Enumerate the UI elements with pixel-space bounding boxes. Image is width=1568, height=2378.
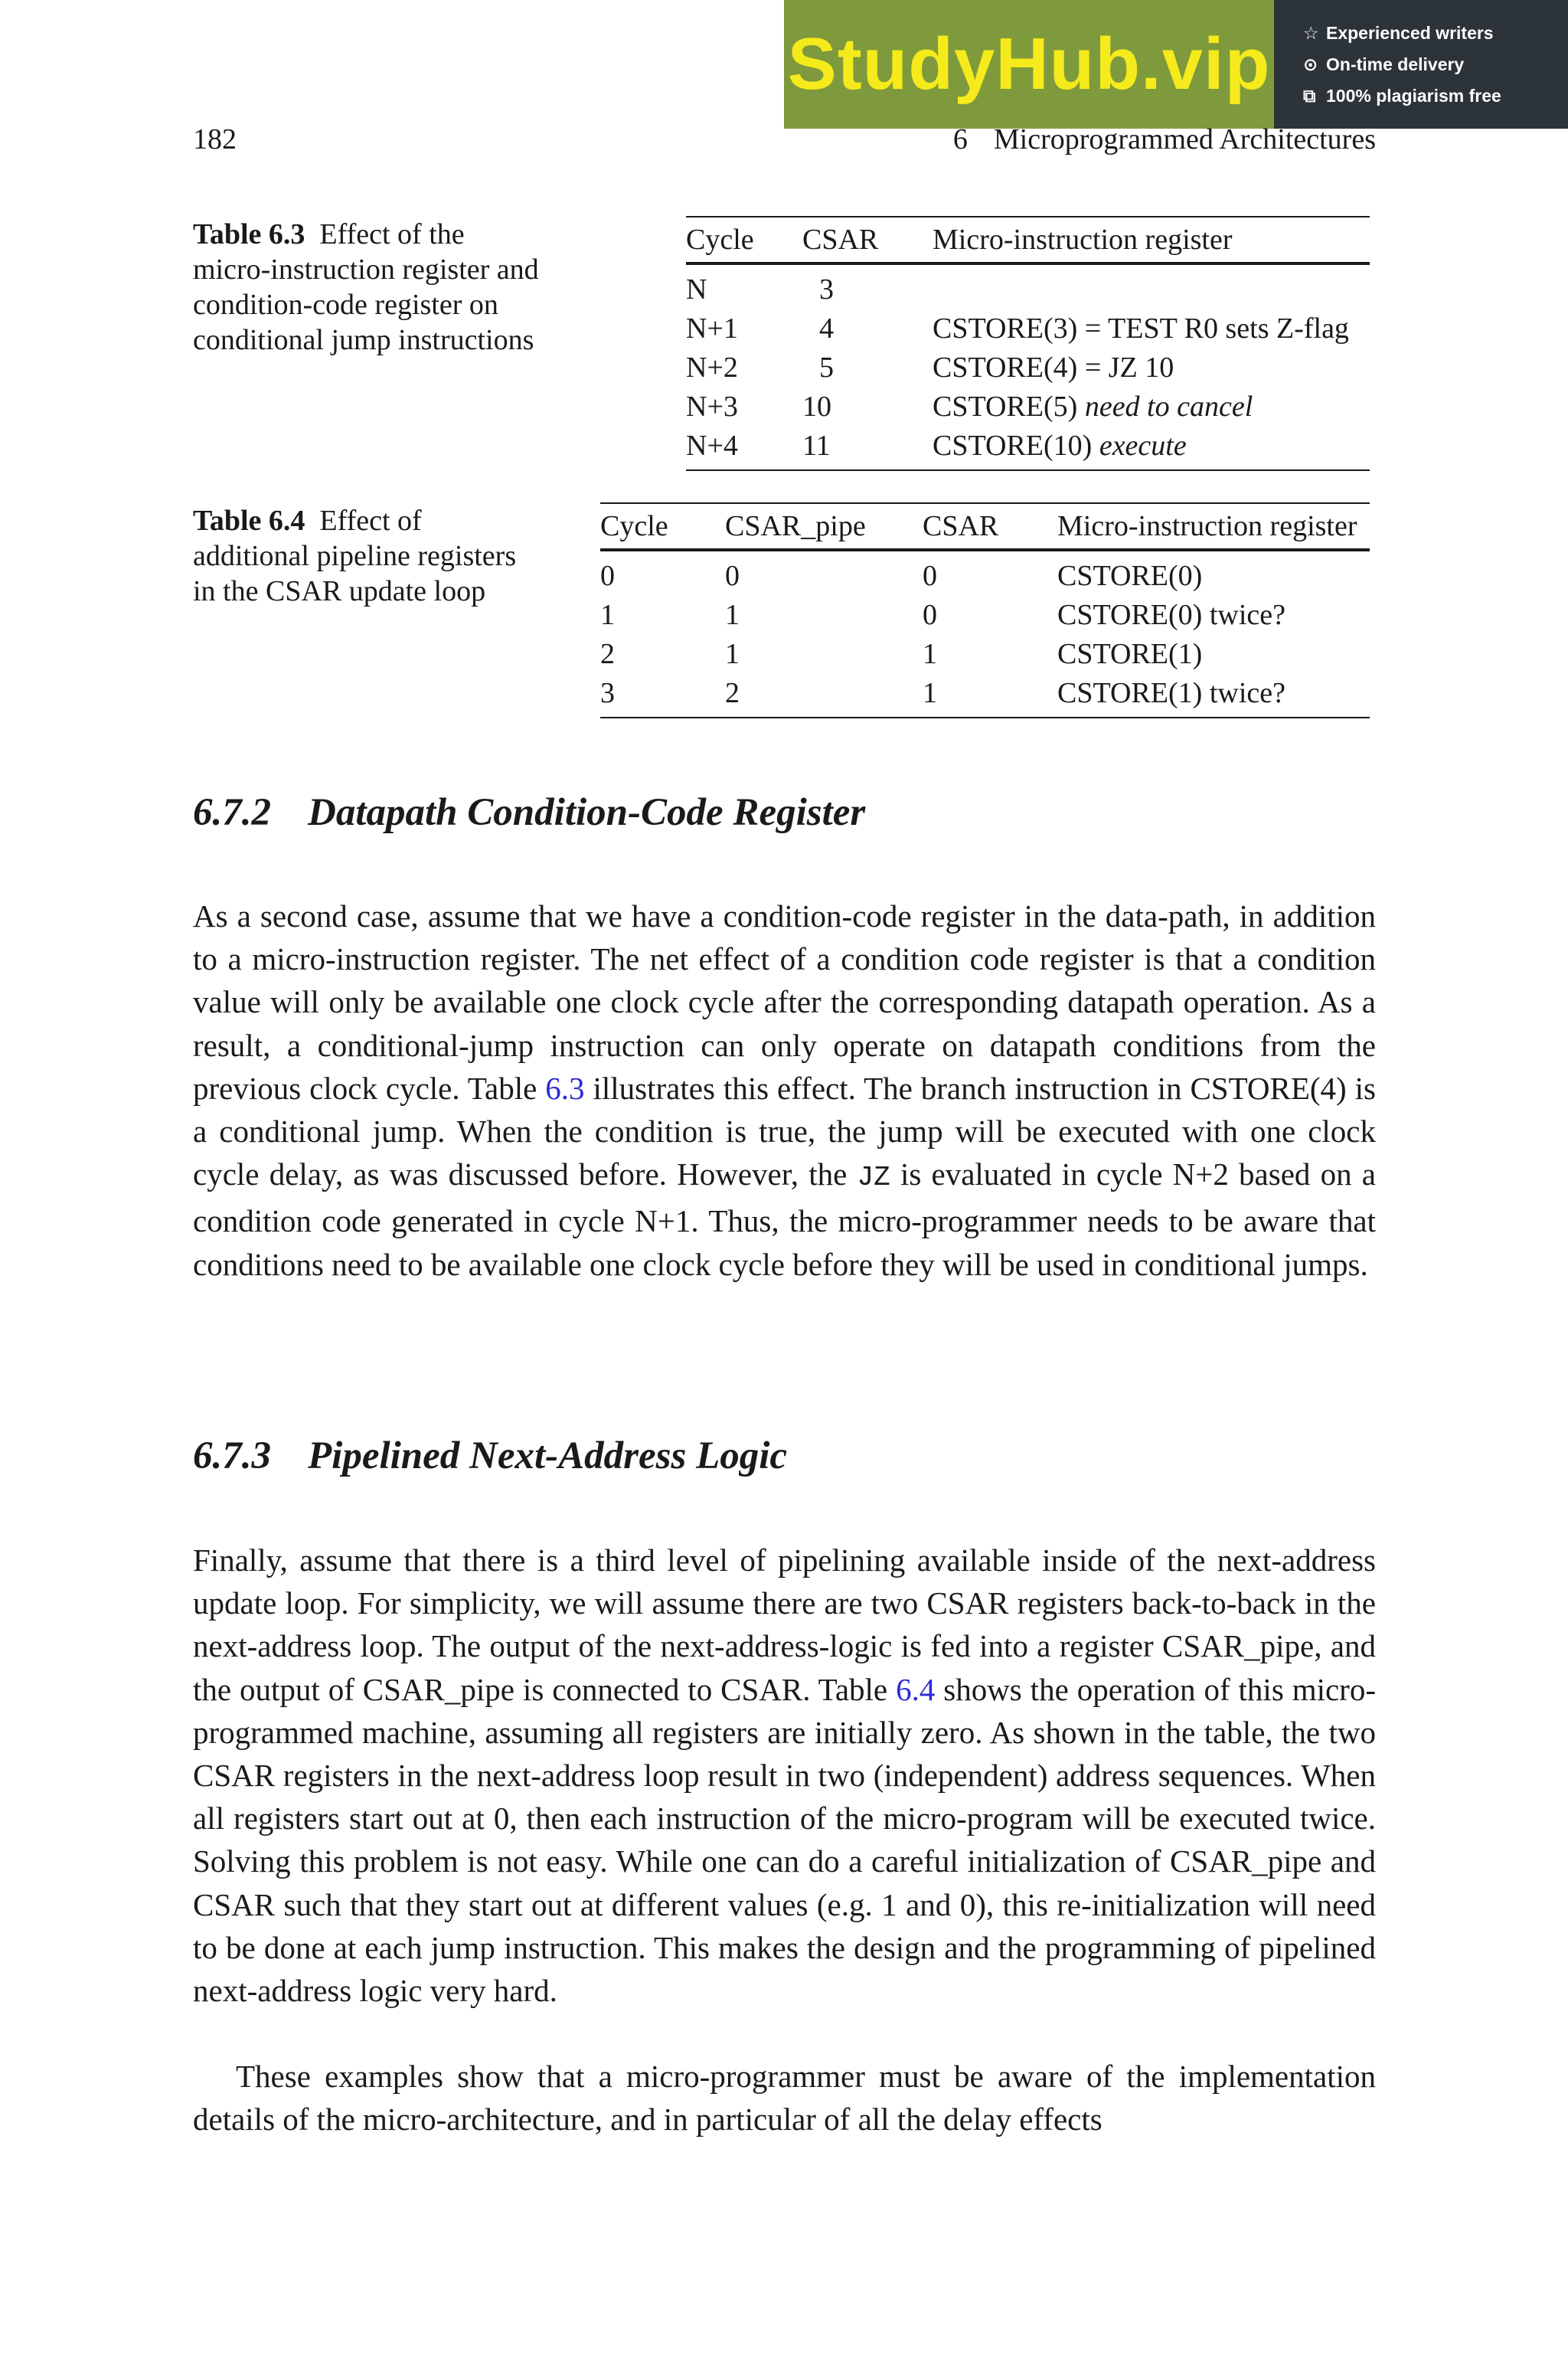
column-header: CSAR_pipe (725, 510, 866, 542)
table-header-row (686, 217, 1370, 263)
column-header: Cycle (600, 510, 668, 542)
table-6-3-caption: Table 6.3 Effect of the micro-instruction register and condition-code register on conditional jump instructions (193, 218, 539, 356)
table-header-row (600, 503, 1370, 550)
cell-csar: 5 (819, 351, 834, 384)
cell-cycle: 3 (600, 676, 615, 709)
paragraph-final: These examples show that a micro-programmer must be aware of the implementation details of the micro-architecture, and in particular of all the delay effects (193, 2059, 1376, 2138)
column-header: Micro-instruction register (933, 224, 1233, 256)
cell-csar: 3 (819, 273, 834, 306)
copy-icon: ⧉ (1303, 85, 1316, 106)
cell-register: CSTORE(4) = JZ 10 (933, 351, 1174, 384)
feature-experienced-writers: ☆ Experienced writers (1303, 18, 1568, 49)
table-row (600, 634, 1370, 673)
paragraph-6-7-3: Finally, assume that there is a third level of pipelining available inside of the next-address update loop. For simplicity, we will assume there are two CSAR registers back-to-back in the next-address loop. The output of the next-address-logic is fed into a register CSAR_pipe, and the output of CSAR_pipe is connected to CSAR. Table 6.4 shows the operation of this micro-programmed machine, assuming all registers are initially zero. As shown in the table, the two CSAR registers in the next-address loop result in two (independent) address sequences. When all registers start out at 0, then each instruction of the micro-program will be executed twice. Solving this problem is not easy. While one can do a careful initialization of CSAR_pipe and CSAR such that they start out at different values (e.g. 1 and 0), this re-initialization will need to be done at each jump instruction. This makes the design and the programming of pipelined next-address logic very hard. (193, 1542, 1376, 2009)
cell-register (933, 263, 1370, 309)
clock-icon: ⊙ (1303, 54, 1318, 74)
cell-cycle: N+3 (686, 390, 738, 423)
chapter-title: 6 Microprogrammed Architectures (952, 123, 1376, 155)
cell-register: CSTORE(3) = TEST R0 sets Z-flag (933, 312, 1349, 345)
table-row (686, 387, 1370, 426)
cell-csar: 4 (819, 312, 834, 345)
table-row (600, 595, 1370, 634)
cell-register: CSTORE(1) twice? (1057, 676, 1285, 709)
cell-register: CSTORE(0) (1057, 559, 1203, 592)
table-row (686, 263, 1370, 309)
column-header: CSAR (802, 224, 879, 256)
table-row (600, 550, 1370, 595)
cell-csar-pipe: 1 (725, 637, 740, 670)
cell-register: CSTORE(0) twice? (1057, 598, 1285, 631)
cell-cycle: N+2 (686, 351, 738, 384)
cell-register: CSTORE(1) (1057, 637, 1203, 670)
table-6-4-link[interactable]: 6.4 (896, 1671, 936, 1707)
banner-features (1274, 0, 1568, 129)
cell-cycle: 2 (600, 637, 615, 670)
table-6-3-link[interactable]: 6.3 (545, 1070, 585, 1106)
feature-plagiarism-free: ⧉ 100% plagiarism free (1303, 80, 1568, 112)
cell-csar: 0 (923, 559, 937, 592)
paragraph-6-7-2: As a second case, assume that we have a condition-code register in the data-path, in addition to a micro-instruction register. The net effect of a condition code register is that a condition value will only be available one clock cycle after the corresponding datapath operation. As a result, a conditional-jump instruction can only operate on datapath conditions from the previous clock cycle. Table 6.3 illustrates this effect. The branch instruction in CSTORE(4) is a conditional jump. When the condition is true, the jump will be executed with one clock cycle delay, as was discussed before. However, the JZ is evaluated in cycle N+2 based on a condition code generated in cycle N+1. Thus, the micro-programmer needs to be aware that conditions need to be available one clock cycle before they will be used in conditional jumps. (193, 898, 1377, 1282)
cell-cycle: 0 (600, 559, 615, 592)
column-header: CSAR (923, 510, 999, 542)
cell-csar: 1 (923, 637, 937, 670)
table-6-4 (600, 502, 1370, 718)
cell-csar: 0 (923, 598, 937, 631)
table-row (686, 426, 1370, 470)
table-6-3 (686, 216, 1370, 471)
section-heading-6-7-2: 6.7.2 Datapath Condition-Code Register (193, 791, 866, 834)
section-heading-6-7-3: 6.7.3 Pipelined Next-Address Logic (193, 1434, 788, 1477)
star-icon: ☆ (1303, 22, 1319, 43)
cell-register: CSTORE(5) need to cancel (933, 390, 1253, 423)
cell-cycle: 1 (600, 598, 615, 631)
cell-csar: 10 (802, 390, 831, 423)
table-6-4-caption: Table 6.4 Effect of additional pipeline registers in the CSAR update loop (193, 505, 517, 607)
page-number: 182 (193, 123, 237, 155)
feature-on-time-delivery: ⊙ On-time delivery (1303, 49, 1568, 80)
column-header: Cycle (686, 224, 754, 256)
brand-logo[interactable] (784, 0, 1274, 129)
ad-banner[interactable] (784, 0, 1568, 129)
running-head (193, 123, 1376, 161)
cell-csar-pipe: 2 (725, 676, 740, 709)
cell-csar: 1 (923, 676, 937, 709)
table-row (686, 309, 1370, 348)
cell-cycle: N (686, 273, 707, 306)
cell-csar-pipe: 1 (725, 598, 740, 631)
brand-name: StudyHub.vip (787, 23, 1271, 105)
cell-cycle: N+4 (686, 429, 738, 462)
cell-csar: 11 (802, 429, 831, 462)
cell-csar-pipe: 0 (725, 559, 740, 592)
column-header: Micro-instruction register (1057, 510, 1357, 542)
cell-cycle: N+1 (686, 312, 738, 345)
cell-register: CSTORE(10) execute (933, 429, 1187, 462)
table-row (600, 673, 1370, 718)
code-jz: JZ (857, 1162, 890, 1194)
table-row (686, 348, 1370, 387)
